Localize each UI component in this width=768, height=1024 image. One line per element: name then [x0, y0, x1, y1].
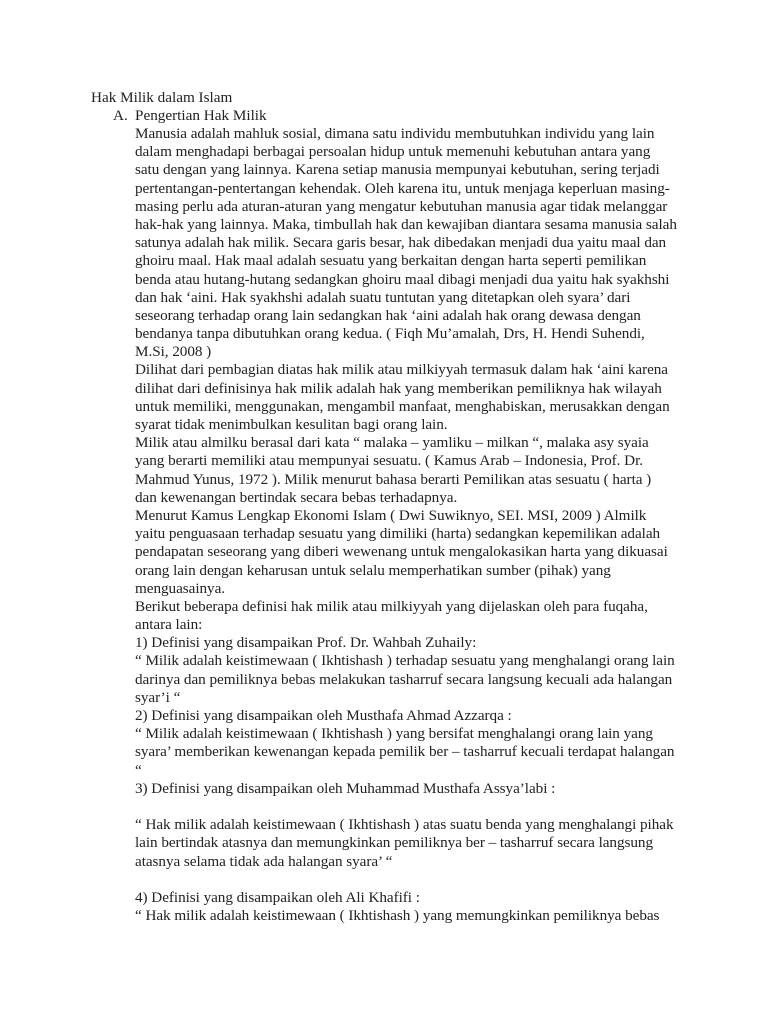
- text-line: masing perlu ada aturan-aturan yang mengatur kebutuhan manusia agar tidak melanggar: [135, 197, 668, 215]
- text-line: yang berarti memiliki atau mempunyai sesuatu. ( Kamus Arab – Indonesia, Prof. Dr.: [135, 452, 643, 470]
- text-line: pendapatan seseorang yang diberi wewenang untuk mengalokasikan harta yang dikuasai: [135, 543, 668, 561]
- text-line: “ Milik adalah keistimewaan ( Ikhtishash ) terhadap sesuatu yang menghalangi orang lain: [135, 652, 675, 670]
- text-line: dalam menghadapi berbagai persoalan hidup untuk memenuhi kebutuhan antara yang: [135, 143, 651, 161]
- text-line: Menurut Kamus Lengkap Ekonomi Islam ( Dwi Suwiknyo, SEI. MSI, 2009 ) Almilk: [135, 506, 647, 524]
- text-line: benda atau hutang-hutang sedangkan ghoiru maal dibagi menjadi dua yaitu hak syakhshi: [135, 270, 670, 288]
- text-line: Milik atau almilku berasal dari kata “ malaka – yamliku – milkan “, malaka asy syaia: [135, 434, 649, 452]
- text-line: syarat tidak menimbulkan kesulitan bagi orang lain.: [135, 416, 448, 433]
- blank-line: [135, 871, 695, 889]
- text-line: dilihat dari definisinya hak milik adalah hak yang memberikan pemiliknya hak wilayah: [135, 379, 662, 397]
- text-line: 2) Definisi yang disampaikan oleh Musthafa Ahmad Azzarqa :: [135, 707, 512, 724]
- text-line: atasnya selama tidak ada halangan syara’ “: [135, 852, 393, 870]
- text-line: dan hak ‘aini. Hak syakhshi adalah suatu tuntutan yang ditetapkan oleh syara’ dari: [135, 288, 631, 306]
- text-line: orang lain dengan keharusan untuk selalu memperhatikan sumber (pihak) yang: [135, 561, 611, 579]
- text-line: ghoiru maal. Hak maal adalah sesuatu yang berkaitan dengan harta seperti pemilikan: [135, 252, 647, 270]
- text-line: Dilihat dari pembagian diatas hak milik atau milkiyyah termasuk dalam hak ‘aini karena: [135, 361, 668, 379]
- text-line: antara lain:: [135, 616, 203, 634]
- text-line: untuk memiliki, menggunakan, mengambil manfaat, menghabiskan, merusakkan dengan: [135, 397, 670, 415]
- blank-line: [135, 798, 695, 816]
- text-line: Mahmud Yunus, 1972 ). Milik menurut bahasa berarti Pemilikan atas sesuatu ( harta ): [135, 470, 652, 488]
- text-line: 4) Definisi yang disampaikan oleh Ali Khafifi :: [135, 888, 420, 906]
- text-line: dan kewenangan bertindak secara bebas terhadapnya.: [135, 488, 458, 506]
- text-line: syara’ memberikan kewenangan kepada pemilik ber – tasharruf kecuali terdapat halangan: [135, 743, 675, 761]
- body-text: [135, 125, 695, 925]
- text-line: “ Milik adalah keistimewaan ( Ikhtishash ) yang bersifat menghalangi orang lain yang: [135, 725, 653, 743]
- text-line: yaitu penguasaan terhadap sesuatu yang dimiliki (harta) sedangkan kepemilikan adalah: [135, 525, 661, 543]
- text-line: pertentangan-pentertangan kehendak. Oleh karena itu, untuk menjaga keperluan masing-: [135, 179, 670, 197]
- section-marker: A.: [113, 107, 128, 124]
- document-title: Hak Milik dalam Islam: [91, 89, 233, 106]
- text-line: 1) Definisi yang disampaikan Prof. Dr. Wahbah Zuhaily:: [135, 634, 477, 652]
- text-line: menguasainya.: [135, 579, 226, 597]
- text-line: “: [135, 761, 142, 779]
- text-line: seseorang terhadap orang lain sedangkan hak ‘aini adalah hak orang dewasa dengan: [135, 306, 641, 324]
- text-line: hak-hak yang lainnya. Maka, timbullah hak dan kewajiban diantara sesama manusia salah: [135, 215, 677, 233]
- text-line: syar’i “: [135, 688, 181, 706]
- text-line: lain bertindak atasnya dan memungkinkan pemiliknya ber – tasharruf secara langsung: [135, 834, 654, 852]
- text-line: satunya adalah hak milik. Secara garis besar, hak dibedakan menjadi dua yaitu maal dan: [135, 234, 667, 252]
- text-line: 3) Definisi yang disampaikan oleh Muhammad Musthafa Assya’labi :: [135, 779, 556, 797]
- text-line: bendanya tanpa dibutuhkan orang kedua. ( Fiqh Mu’amalah, Drs, H. Hendi Suhendi,: [135, 325, 645, 343]
- text-line: Berikut beberapa definisi hak milik atau milkiyyah yang dijelaskan oleh para fuqaha,: [135, 597, 648, 615]
- text-line: M.Si, 2008 ): [135, 343, 212, 361]
- text-line: Manusia adalah mahluk sosial, dimana satu individu membutuhkan individu yang lain: [135, 125, 655, 142]
- text-line: “ Hak milik adalah keistimewaan ( Ikhtishash ) yang memungkinkan pemiliknya bebas: [135, 907, 660, 925]
- text-line: satu dengan yang lainnya. Karena setiap manusia mempunyai kebutuhan, sering terjadi: [135, 161, 660, 179]
- text-line: “ Hak milik adalah keistimewaan ( Ikhtishash ) atas suatu benda yang menghalangi pihak: [135, 816, 674, 834]
- section-heading: Pengertian Hak Milik: [135, 107, 267, 124]
- text-line: darinya dan pemiliknya bebas melakukan tasharruf secara langsung kecuali ada halangan: [135, 670, 673, 688]
